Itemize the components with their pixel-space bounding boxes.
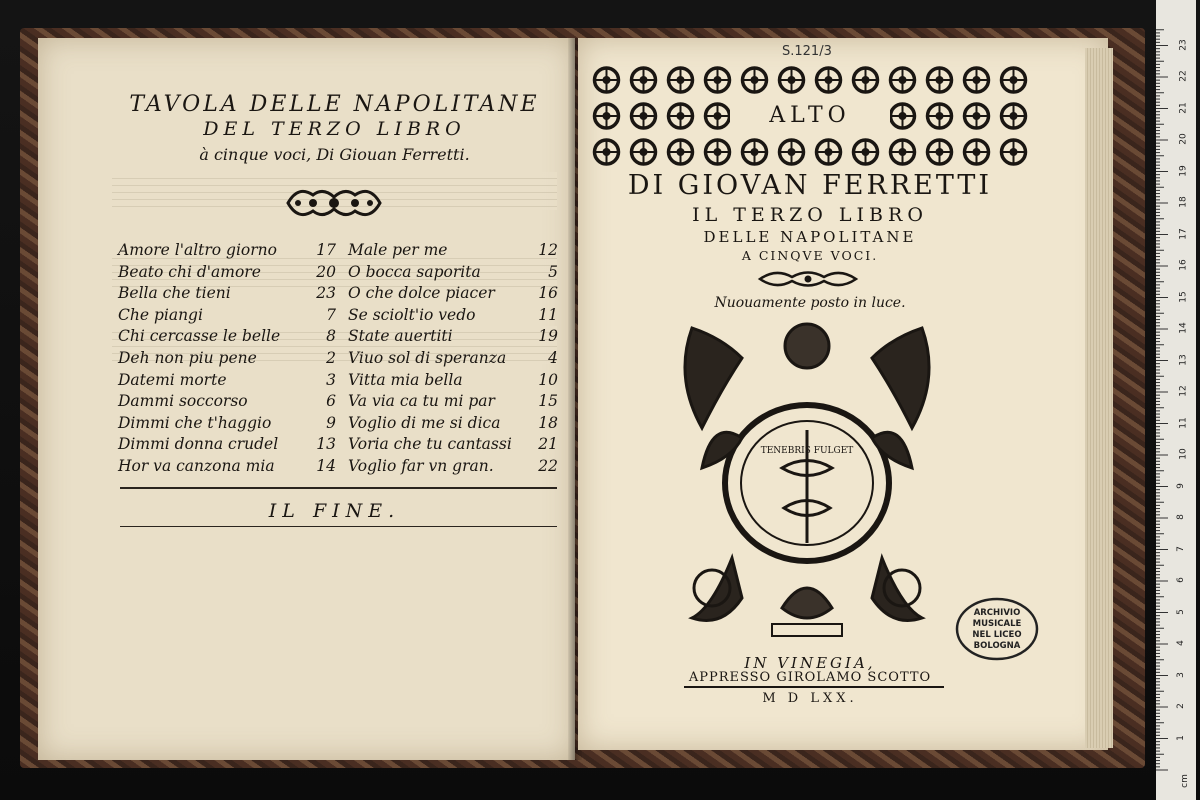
imprint-place: IN VINEGIA, <box>744 654 876 672</box>
toc-entry-number: 4 <box>548 348 558 367</box>
toc-entry-title: Chi cercasse le belle <box>118 327 281 346</box>
ruler-label: 18 <box>1178 196 1189 208</box>
ruler-label: 9 <box>1175 482 1186 489</box>
toc-entry <box>348 391 558 413</box>
fine-label: IL FINE. <box>268 500 401 522</box>
toc-entry-number: 22 <box>538 456 558 475</box>
toc-entry-number: 20 <box>316 262 336 281</box>
toc-entry <box>348 348 558 370</box>
toc-entry-number: 10 <box>538 370 558 389</box>
toc-entry-number: 7 <box>326 305 336 324</box>
toc-entry-title: Va via ca tu mi par <box>348 392 495 411</box>
toc-entry-title: Bella che tieni <box>118 284 231 303</box>
toc-entry-number: 3 <box>326 370 336 389</box>
toc-entry <box>118 348 336 370</box>
ruler-label: 5 <box>1175 608 1186 615</box>
book-subtitle: DELLE NAPOLITANE <box>703 228 917 246</box>
toc-entry <box>118 413 336 435</box>
library-stamp-text: ARCHIVIO MUSICALE NEL LICEO BOLOGNA <box>972 608 1022 651</box>
toc-entry <box>118 240 336 262</box>
toc-entry <box>348 434 558 456</box>
voice-part-label: ALTO <box>769 103 851 128</box>
toc-entry-number: 12 <box>538 241 558 259</box>
ruler-label: 19 <box>1178 164 1189 177</box>
toc-entry-number: 8 <box>326 327 336 346</box>
toc-entry <box>348 283 558 305</box>
ruler-label: 21 <box>1178 101 1189 114</box>
toc-entry-title: Datemi morte <box>118 370 227 389</box>
toc-entry-number: 21 <box>538 435 558 454</box>
ruler-label: 13 <box>1178 353 1189 366</box>
toc-entry-title: Se sciolt'io vedo <box>348 305 476 324</box>
ruler-label: 10 <box>1178 448 1189 460</box>
woodcut-motto: TENEBRIS FULGET <box>760 446 854 456</box>
imprint-rule <box>684 686 944 688</box>
rule-top <box>120 487 557 489</box>
toc-entry <box>348 370 558 392</box>
toc-entry-title: Hor va canzona mia <box>118 456 275 475</box>
ruler-label: 16 <box>1178 259 1189 271</box>
ruler-label: 22 <box>1178 70 1189 82</box>
ruler-label: 23 <box>1178 38 1189 51</box>
toc-entry-number: 23 <box>316 284 336 303</box>
shelfmark: S.121/3 <box>782 44 832 59</box>
toc-entry-number: 13 <box>316 435 336 454</box>
imprint-printer: APPRESSO GIROLAMO SCOTTO <box>688 670 932 685</box>
page-edges <box>1085 48 1113 748</box>
book-title: IL TERZO LIBRO <box>692 204 928 226</box>
small-ornament-icon <box>756 268 860 290</box>
toc-entry-title: Che piangi <box>118 305 203 324</box>
toc-entry-title: Voglio di me si dica <box>348 413 501 432</box>
toc-entry-title: Vitta mia bella <box>348 370 463 389</box>
toc-entry <box>348 326 558 348</box>
toc-column-right <box>348 240 558 478</box>
toc-entry <box>348 413 558 435</box>
ruler-unit: cm <box>1179 774 1190 788</box>
toc-entry-title: O bocca saporita <box>348 262 481 281</box>
printer-device-woodcut-icon <box>672 318 942 646</box>
toc-entry-title: Voglio far vn gran. <box>348 456 494 475</box>
ruler-label: 20 <box>1178 133 1189 145</box>
ruler-ticks <box>1156 0 1196 800</box>
ruler-label: 6 <box>1175 577 1186 583</box>
toc-entry <box>118 391 336 413</box>
ruler-label: 7 <box>1175 545 1186 552</box>
ruler-label: 3 <box>1175 671 1186 678</box>
toc-entry-title: Dammi soccorso <box>118 392 248 411</box>
table-voci-line: à cinque voci, Di Giouan Ferretti. <box>199 145 470 164</box>
toc-entry-number: 18 <box>538 413 558 432</box>
toc-entry-number: 19 <box>538 327 558 346</box>
toc-entry-number: 16 <box>538 284 558 303</box>
toc-entry <box>118 326 336 348</box>
ruler-label: 2 <box>1175 703 1186 709</box>
toc-entry <box>348 240 558 262</box>
ruler-label: 1 <box>1175 734 1186 741</box>
toc-entry-title: Viuo sol di speranza <box>348 348 507 367</box>
ruler-label: 14 <box>1178 322 1189 334</box>
toc-entry-title: Deh non piu pene <box>118 348 257 367</box>
toc-entry-title: Male per me <box>348 241 448 259</box>
toc-entry-number: 11 <box>538 305 558 324</box>
fleuron-ornament-icon <box>283 183 385 223</box>
toc-entry-number: 6 <box>326 392 336 411</box>
toc-entry <box>118 370 336 392</box>
toc-entry-number: 14 <box>316 456 336 475</box>
voices-line: A CINQVE VOCI. <box>741 248 879 263</box>
toc-entry-title: Beato chi d'amore <box>118 262 261 281</box>
toc-entry-title: O che dolce piacer <box>348 284 495 303</box>
toc-entry-number: 2 <box>326 348 336 367</box>
ruler-label: 15 <box>1178 290 1189 303</box>
toc-entry-number: 17 <box>316 241 336 259</box>
library-stamp <box>954 596 1040 662</box>
toc-entry <box>348 262 558 284</box>
table-subtitle: DEL TERZO LIBRO <box>203 118 466 140</box>
rule-bottom <box>120 526 557 527</box>
toc-entry <box>118 262 336 284</box>
toc-entry-number: 9 <box>326 413 336 432</box>
author-name: DI GIOVAN FERRETTI <box>627 170 993 201</box>
ruler-label: 12 <box>1178 385 1189 397</box>
toc-entry-title: Dimmi donna crudel <box>118 435 279 454</box>
toc-entry <box>118 434 336 456</box>
toc-entry-title: State auertiti <box>348 327 453 346</box>
toc-entry <box>118 456 336 478</box>
ruler-label: 8 <box>1175 514 1186 520</box>
toc-entry-number: 5 <box>548 262 558 281</box>
ruler-label: 4 <box>1175 640 1186 646</box>
toc-entry <box>118 305 336 327</box>
table-title: TAVOLA DELLE NAPOLITANE <box>129 92 540 117</box>
toc-column-left <box>118 240 336 478</box>
publication-note: Nuouamente posto in luce. <box>714 295 906 311</box>
toc-entry-title: Dimmi che t'haggio <box>118 413 272 432</box>
imprint-date: M D LXX. <box>762 691 858 706</box>
measuring-ruler <box>1156 0 1196 800</box>
toc-entry <box>348 456 558 478</box>
toc-entry <box>118 283 336 305</box>
toc-entry <box>348 305 558 327</box>
ruler-label: 11 <box>1178 416 1189 429</box>
toc-entry-title: Amore l'altro giorno <box>118 241 277 259</box>
ruler-label: 17 <box>1178 227 1189 240</box>
toc-entry-number: 15 <box>538 392 558 411</box>
toc-entry-title: Voria che tu cantassi <box>348 435 512 454</box>
